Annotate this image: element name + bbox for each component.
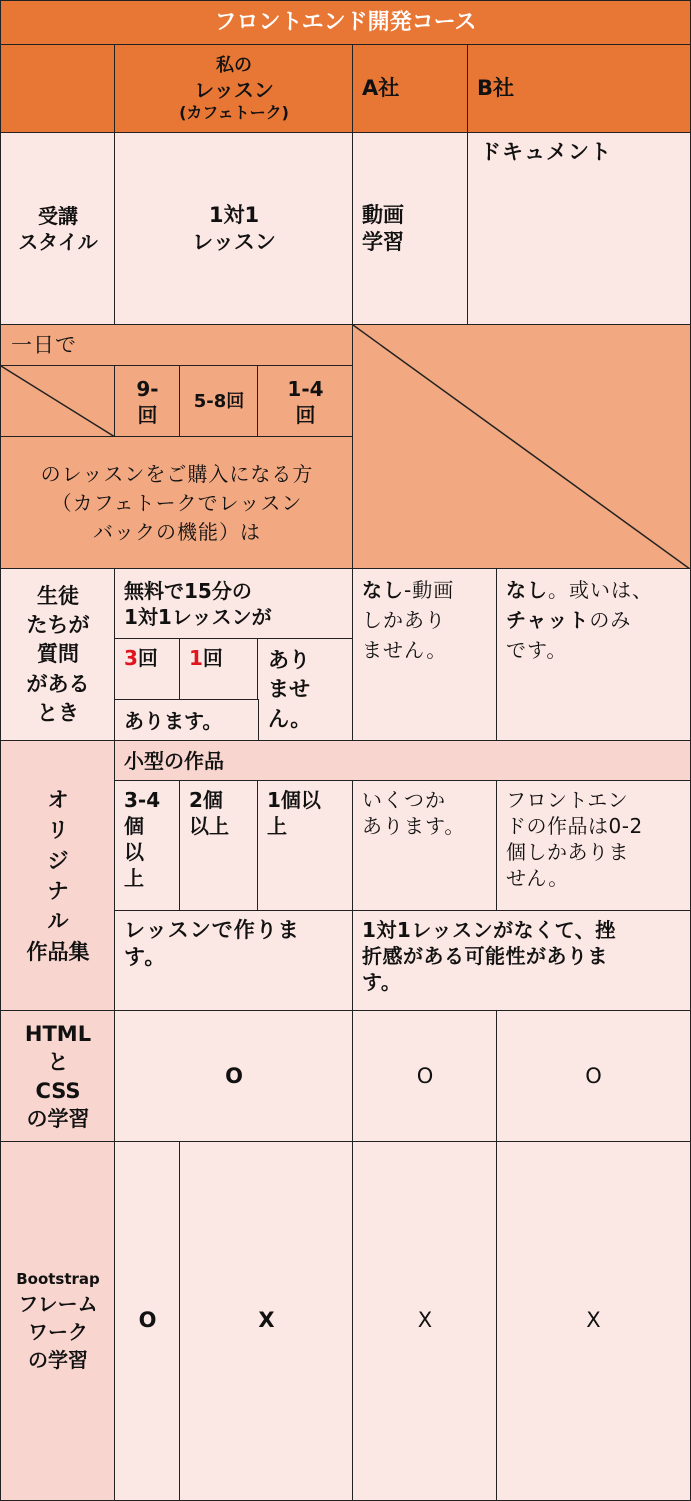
style-b-cell <box>467 132 691 326</box>
questions-a-cell <box>352 568 498 742</box>
bootstrap-mine-rest-mark: X <box>258 1308 275 1333</box>
header-company-a <box>352 44 469 134</box>
portfolio-b-cell <box>496 780 691 912</box>
questions-b-bold2: チャット <box>506 608 590 632</box>
style-a-1: 動画 <box>362 202 404 227</box>
questions-label-4: がある <box>26 671 90 696</box>
questions-a-rest1: -動画 <box>404 578 455 602</box>
bootstrap-mine-c1 <box>114 1141 181 1501</box>
header-a-text: A社 <box>362 76 400 101</box>
portfolio-mine-c1 <box>114 780 181 912</box>
table-title <box>0 0 691 46</box>
portfolio-mine-note-1: レッスンで作りま <box>124 918 300 942</box>
portfolio-b-3: 個しかありま <box>506 840 629 864</box>
style-label-1: 受講 <box>38 204 78 228</box>
questions-label-3: 質問 <box>37 642 79 667</box>
perday-col3-1: 1-4 <box>287 376 324 401</box>
style-mine-1: 1対1 <box>208 202 260 227</box>
perday-na-diagonal-cell <box>352 324 691 570</box>
portfolio-other-note-1: 1対1レッスンがなくて、挫 <box>362 918 616 942</box>
questions-mine-top-2: 1対1レッスンが <box>124 605 272 629</box>
questions-a-line2: しかあり <box>362 608 446 632</box>
perday-col2 <box>179 365 259 438</box>
perday-desc-2: （カフェトークでレッスン <box>51 490 303 515</box>
portfolio-c2-2: 以上 <box>189 814 229 838</box>
htmlcss-label-4: の学習 <box>26 1106 90 1131</box>
portfolio-c2-1: 2個 <box>189 788 223 812</box>
htmlcss-label-3: CSS <box>35 1078 81 1103</box>
row-label-htmlcss <box>0 1010 116 1143</box>
portfolio-other-note <box>352 910 691 1012</box>
portfolio-c3-2: 上 <box>267 814 287 838</box>
portfolio-a-2: あります。 <box>362 814 466 838</box>
perday-col2-text: 5-8回 <box>193 390 245 412</box>
perday-desc-cell <box>0 436 354 570</box>
row-label-style <box>0 132 116 326</box>
portfolio-b-1: フロントエン <box>506 788 629 812</box>
questions-b-line3: です。 <box>506 638 568 662</box>
header-mine-line3: (カフェトーク) <box>179 103 289 123</box>
questions-label-5: とき <box>37 701 79 726</box>
questions-mine-c3 <box>257 638 354 742</box>
style-mine-cell <box>114 132 354 326</box>
perday-col1-2: 回 <box>137 402 158 427</box>
portfolio-mine-c3 <box>257 780 354 912</box>
perday-label: 一日で <box>11 332 77 357</box>
portfolio-a-1: いくつか <box>362 788 446 812</box>
questions-b-cell <box>496 568 691 742</box>
perday-label-cell <box>0 324 354 367</box>
questions-label-1: 生徒 <box>37 583 79 608</box>
portfolio-other-note-2: 折感がある可能性がありま <box>362 944 608 968</box>
portfolio-mine-header-text: 小型の作品 <box>124 749 224 773</box>
style-a-2: 学習 <box>362 230 404 254</box>
htmlcss-a-cell <box>352 1010 498 1143</box>
portfolio-label-6: 作品集 <box>26 939 90 964</box>
questions-b-bold1: なし <box>506 578 548 602</box>
table-title-text: フロントエンド開発コース <box>214 9 477 35</box>
portfolio-label-2: リ <box>47 818 69 843</box>
bootstrap-b-cell <box>496 1141 691 1501</box>
bootstrap-a-cell <box>352 1141 498 1501</box>
questions-b-line1 <box>506 575 681 605</box>
htmlcss-b-mark: O <box>585 1063 602 1088</box>
portfolio-mine-c2 <box>179 780 259 912</box>
style-a-cell <box>352 132 469 326</box>
questions-b-rest2: のみ <box>589 608 632 632</box>
bootstrap-a-mark: X <box>417 1308 433 1333</box>
questions-mine-c2 <box>179 638 259 701</box>
header-my-lesson <box>114 44 354 134</box>
bootstrap-label-1: Bootstrap <box>16 1269 100 1288</box>
diagonal-line-small <box>1 366 115 437</box>
portfolio-label-1: オ <box>47 787 69 812</box>
portfolio-c1-2: 個 <box>124 814 144 838</box>
header-b-text: B社 <box>477 76 515 101</box>
perday-desc-1: のレッスンをご購入になる方 <box>40 461 314 486</box>
questions-a-bold: なし <box>362 578 404 602</box>
perday-col1-1: 9- <box>136 376 159 401</box>
header-company-b <box>467 44 691 134</box>
questions-c1-number: 3 <box>124 646 138 670</box>
perday-col1 <box>114 365 181 438</box>
questions-b-rest1: 。或いは、 <box>548 578 653 602</box>
style-b-text: ドキュメント <box>480 140 612 164</box>
questions-a-line3: ません。 <box>362 638 448 662</box>
portfolio-c1-3: 以 <box>124 840 144 864</box>
questions-label-2: たちが <box>26 612 90 637</box>
questions-c2-number: 1 <box>189 646 203 670</box>
questions-b-line2 <box>506 605 681 635</box>
bootstrap-label-4: の学習 <box>28 1347 88 1372</box>
questions-mine-bottom <box>114 699 259 742</box>
htmlcss-a-mark: O <box>416 1063 434 1088</box>
portfolio-b-2: ドの作品は0-2 <box>506 814 643 838</box>
portfolio-c3-1: 1個以 <box>267 788 321 812</box>
questions-mine-c1 <box>114 638 181 701</box>
portfolio-label-4: ナ <box>47 879 69 903</box>
questions-c3-2: ませ <box>268 677 310 702</box>
diagonal-line-large <box>353 325 690 569</box>
questions-c1-unit: 回 <box>137 646 158 670</box>
perday-col3-2: 回 <box>295 402 316 427</box>
bootstrap-label-3: ワーク <box>28 1319 88 1344</box>
bootstrap-mine-c1-mark: O <box>138 1308 157 1333</box>
portfolio-mine-note-2: す。 <box>124 945 167 970</box>
questions-mine-top-1: 無料で15分の <box>124 579 252 603</box>
questions-c3-3: ん。 <box>268 706 312 731</box>
questions-bottom-text: あります。 <box>124 708 223 733</box>
bootstrap-b-mark: X <box>586 1308 601 1333</box>
style-mine-2: レッスン <box>192 230 276 254</box>
htmlcss-b-cell <box>496 1010 691 1143</box>
perday-col3 <box>257 365 354 438</box>
portfolio-other-note-3: す。 <box>362 970 402 994</box>
header-empty-cell <box>0 44 116 134</box>
style-label-2: スタイル <box>18 230 98 254</box>
questions-mine-top <box>114 568 354 640</box>
portfolio-mine-note <box>114 910 354 1012</box>
header-mine-line2: レッスン <box>194 78 274 103</box>
bootstrap-mine-rest <box>179 1141 354 1501</box>
htmlcss-label-2: と <box>47 1050 69 1075</box>
bootstrap-label-2: フレーム <box>18 1291 98 1316</box>
questions-c2-unit: 回 <box>202 646 223 670</box>
questions-c3-1: あり <box>268 647 310 672</box>
portfolio-label-5: ル <box>47 909 69 934</box>
header-mine-line1: 私の <box>216 54 252 76</box>
row-label-portfolio <box>0 740 116 1012</box>
perday-desc-3: バックの機能）は <box>93 519 261 544</box>
questions-a-line1 <box>362 575 488 605</box>
portfolio-c1-4: 上 <box>124 866 144 890</box>
portfolio-mine-header <box>114 740 691 782</box>
htmlcss-mine-mark: O <box>225 1063 243 1088</box>
row-label-bootstrap <box>0 1141 116 1501</box>
portfolio-label-3: ジ <box>47 848 69 873</box>
row-label-questions <box>0 568 116 742</box>
htmlcss-mine-cell <box>114 1010 354 1143</box>
htmlcss-label-1: HTML <box>24 1021 92 1046</box>
portfolio-b-4: せん。 <box>506 866 569 890</box>
portfolio-c1-1: 3-4 <box>124 788 161 812</box>
portfolio-a-cell <box>352 780 498 912</box>
perday-diagonal-cell <box>0 365 116 438</box>
